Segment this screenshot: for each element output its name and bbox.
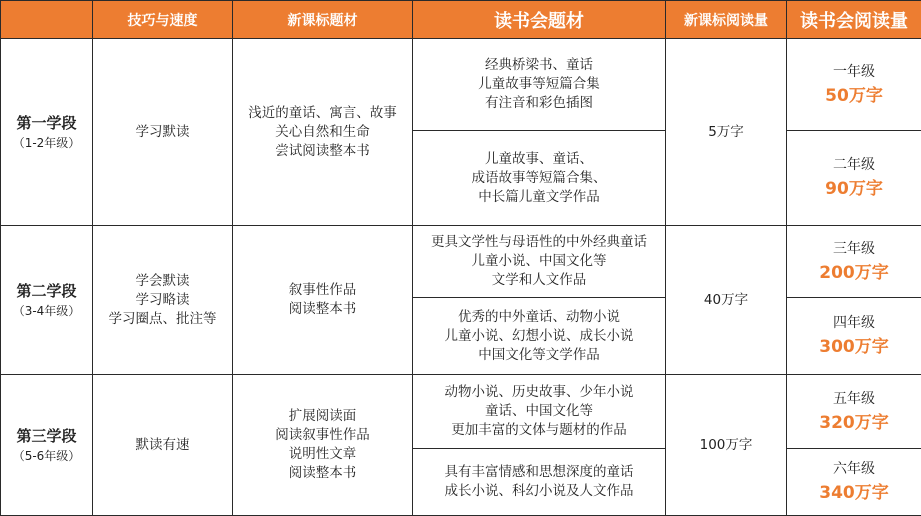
skills-cell	[93, 375, 233, 516]
grade-label: 二年级	[833, 157, 875, 173]
skill-line: 学会默读	[135, 272, 190, 289]
topic-line: 浅近的童话、寓言、故事	[248, 104, 397, 121]
club-topic-line: 中国文化等文学作品	[478, 346, 600, 363]
stage-range: （3-4年级）	[12, 304, 81, 318]
club-amount-cell	[787, 131, 921, 226]
stage-name: 第一学段	[16, 114, 77, 132]
club-amount-cell	[787, 449, 921, 516]
club-topic-line: 儿童小说、中国文化等	[471, 253, 607, 269]
grade-label: 四年级	[833, 315, 875, 331]
header-skills: 技巧与速度	[93, 1, 233, 39]
table-row	[1, 39, 921, 131]
club-topic-line: 成语故事等短篇合集、	[471, 169, 607, 186]
club-amount-cell	[787, 375, 921, 449]
club-topic-line: 儿童故事等短篇合集	[478, 76, 600, 92]
skill-line: 学习圈点、批注等	[108, 310, 217, 327]
club-topic-line: 动物小说、历史故事、少年小说	[444, 384, 634, 400]
skill-line: 学习默读	[135, 123, 190, 140]
stage-cell	[1, 375, 93, 516]
topic-line: 阅读叙事性作品	[275, 427, 370, 443]
stage-cell	[1, 226, 93, 375]
topic-line: 尝试阅读整本书	[275, 142, 370, 159]
skills-cell	[93, 39, 233, 226]
club-topic-line: 童话、中国文化等	[485, 403, 593, 419]
club-topics-cell	[413, 226, 666, 298]
curriculum-topics-cell	[233, 39, 413, 226]
header-club-amount: 读书会阅读量	[787, 1, 921, 39]
stage-range: （5-6年级）	[12, 449, 81, 463]
amount-value: 200万字	[819, 262, 889, 283]
skills-cell	[93, 226, 233, 375]
grade-label: 六年级	[833, 461, 875, 477]
skill-line: 学习略读	[135, 291, 190, 308]
stage-range: （1-2年级）	[12, 136, 81, 150]
header-row	[1, 1, 921, 39]
club-amount-cell	[787, 226, 921, 298]
topic-line: 关心自然和生命	[275, 123, 370, 140]
club-topic-line: 更加丰富的文体与题材的作品	[451, 422, 627, 438]
club-topic-line: 中长篇儿童文学作品	[478, 188, 600, 205]
topic-line: 叙事性作品	[288, 282, 357, 298]
stage-name: 第三学段	[16, 427, 77, 445]
club-topic-line: 更具文学性与母语性的中外经典童话	[431, 234, 647, 250]
amount-value: 50万字	[825, 85, 883, 106]
table-row	[1, 375, 921, 449]
club-topic-line: 优秀的中外童话、动物小说	[458, 308, 620, 325]
club-topic-line: 儿童小说、幻想小说、成长小说	[444, 327, 634, 344]
topic-line: 扩展阅读面	[288, 408, 357, 424]
club-topic-line: 成长小说、科幻小说及人文作品	[444, 483, 634, 499]
club-topics-cell	[413, 375, 666, 449]
amount-value: 320万字	[819, 412, 889, 433]
topic-line: 说明性文章	[288, 446, 357, 462]
club-amount-cell	[787, 39, 921, 131]
skill-line: 默读有速	[135, 436, 190, 453]
topic-line: 阅读整本书	[288, 301, 357, 317]
amount-value: 90万字	[825, 179, 883, 199]
curriculum-topics-cell	[233, 375, 413, 516]
club-topic-line: 具有丰富情感和思想深度的童话	[444, 464, 634, 480]
table-row	[1, 226, 921, 298]
curriculum-amount-cell: 5万字	[666, 39, 787, 226]
topic-line: 阅读整本书	[288, 465, 357, 481]
grade-label: 三年级	[833, 240, 875, 257]
club-topics-cell	[413, 131, 666, 226]
header-curriculum-amount: 新课标阅读量	[666, 1, 787, 39]
stage-cell	[1, 39, 93, 226]
club-topics-cell	[413, 298, 666, 375]
header-curriculum-topics: 新课标题材	[233, 1, 413, 39]
curriculum-topics-cell	[233, 226, 413, 375]
club-topic-line: 有注音和彩色插图	[485, 95, 593, 111]
club-topic-line: 儿童故事、童话、	[485, 150, 593, 167]
grade-label: 五年级	[833, 390, 875, 407]
amount-value: 340万字	[819, 483, 889, 503]
header-corner	[1, 1, 93, 39]
club-topics-cell	[413, 449, 666, 516]
club-topic-line: 文学和人文作品	[491, 272, 587, 288]
club-amount-cell	[787, 298, 921, 375]
club-topics-cell	[413, 39, 666, 131]
grade-label: 一年级	[833, 63, 875, 80]
stage-name: 第二学段	[16, 282, 77, 300]
curriculum-amount-cell: 40万字	[666, 226, 787, 375]
club-topic-line: 经典桥梁书、童话	[485, 57, 593, 73]
amount-value: 300万字	[819, 337, 889, 357]
curriculum-amount-cell: 100万字	[666, 375, 787, 516]
header-club-topics: 读书会题材	[413, 1, 666, 39]
